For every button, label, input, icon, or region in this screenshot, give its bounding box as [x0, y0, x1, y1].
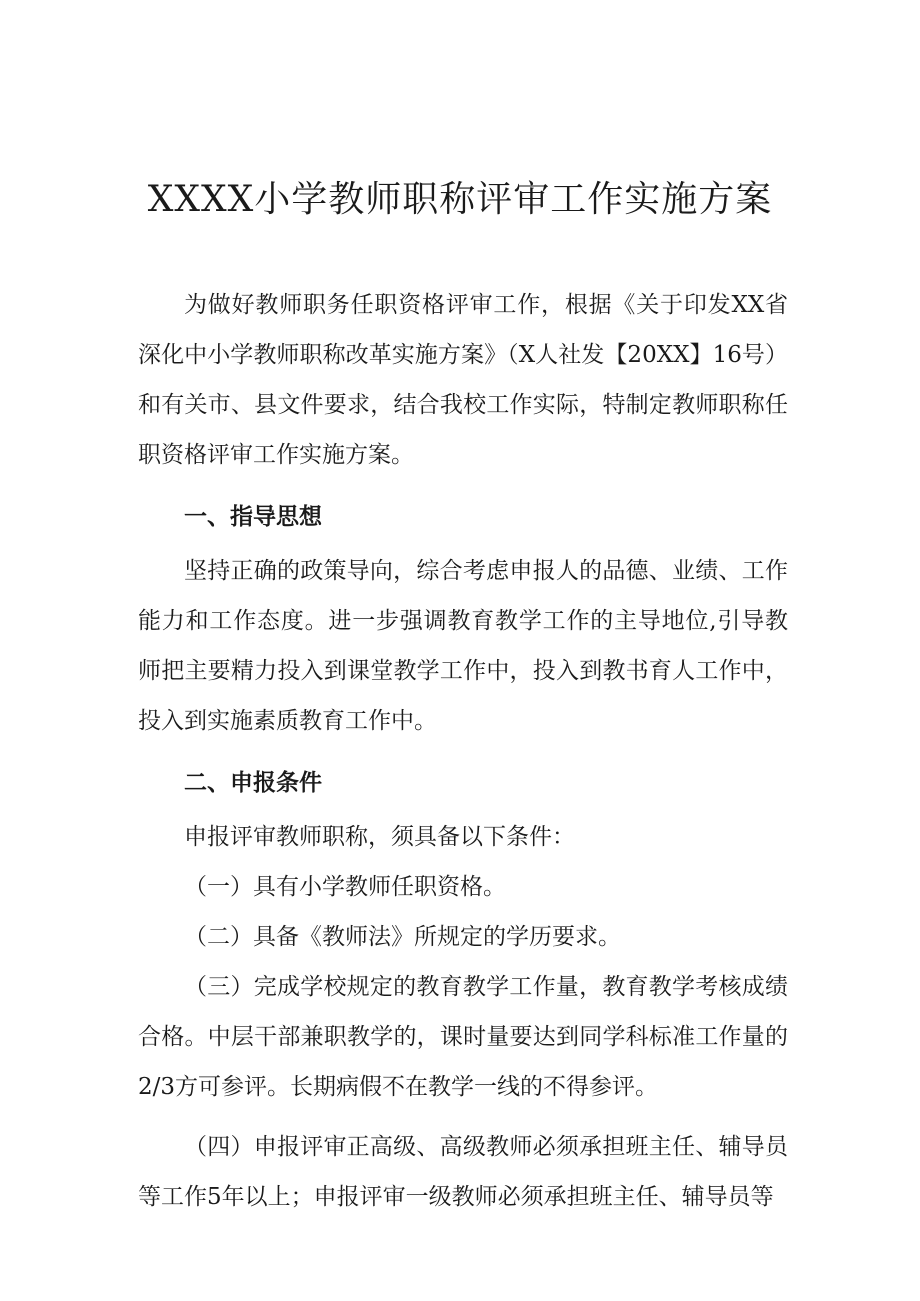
document-body	[138, 280, 788, 1222]
condition-item-1: （一）具有小学教师任职资格。	[184, 874, 506, 900]
condition-item-3: （三）完成学校规定的教育教学工作量，教育教学考核成绩合格。中层干部兼职教学的，课时量要达到同学科标准工作量的2/3方可参评。长期病假不在教学一线的不得参评。	[138, 974, 788, 1100]
intro-paragraph: 为做好教师职务任职资格评审工作，根据《关于印发XX省深化中小学教师职称改革实施方案》（X人社发【20XX】16号）和有关市、县文件要求，结合我校工作实际，特制定教师职称任职资格评审工作实施方案。	[138, 292, 788, 468]
conditions-lead-paragraph: 申报评审教师职称，须具备以下条件：	[184, 824, 575, 850]
guiding-ideology-paragraph: 坚持正确的政策导向，综合考虑申报人的品德、业绩、工作能力和工作态度。进一步强调教育教学工作的主导地位,引导教师把主要精力投入到课堂教学工作中，投入到教书育人工作中，投入到实施素质教育工作中。	[138, 558, 788, 734]
condition-item-2: （二）具备《教师法》所规定的学历要求。	[184, 924, 621, 950]
condition-item-4: （四）申报评审正高级、高级教师必须承担班主任、辅导员等工作5年以上；申报评审一级教师必须承担班主任、辅导员等	[138, 1134, 788, 1210]
section-heading-application-conditions: 二、申报条件	[184, 770, 322, 796]
section-heading-guiding-ideology: 一、指导思想	[184, 504, 322, 530]
document-title: XXXX小学教师职称评审工作实施方案	[147, 179, 773, 220]
